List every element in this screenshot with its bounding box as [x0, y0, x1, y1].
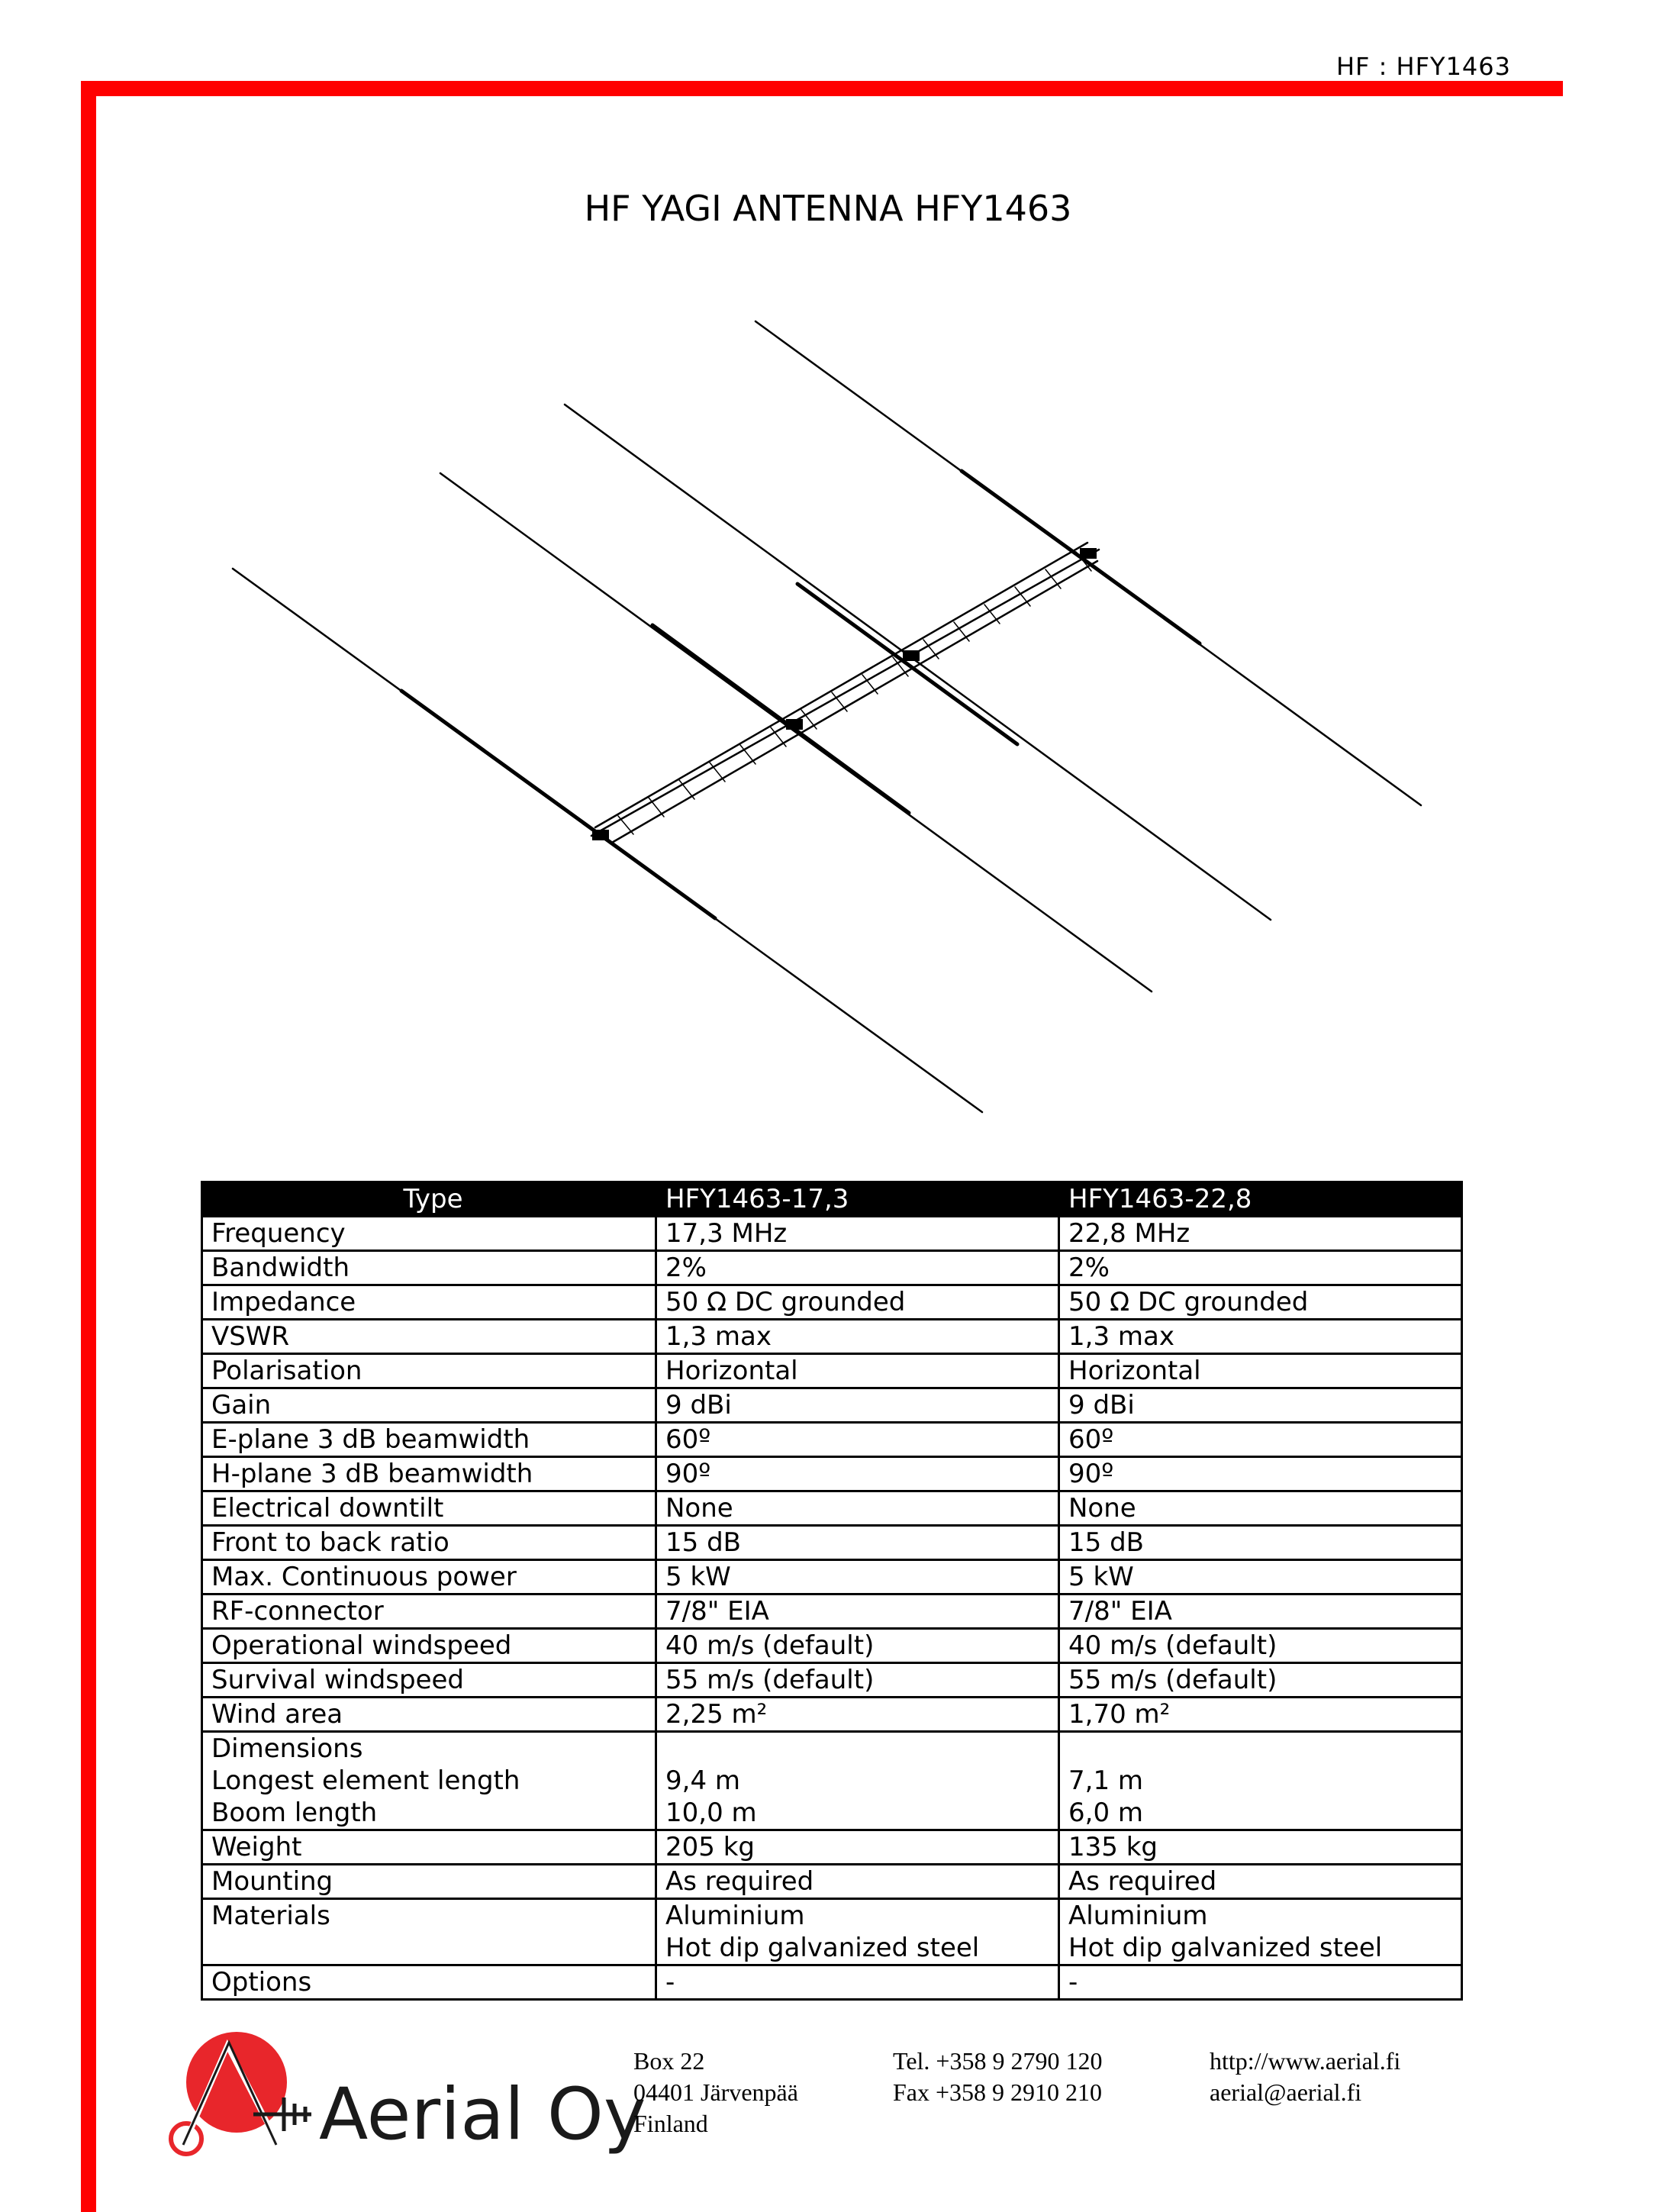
row-value: Horizontal	[1059, 1354, 1462, 1388]
column-header-type: Type	[202, 1182, 656, 1217]
row-value: -	[656, 1965, 1059, 2000]
row-value: None	[1059, 1491, 1462, 1526]
address-line: Box 22	[633, 2047, 705, 2075]
phone-line: Tel. +358 9 2790 120	[893, 2047, 1103, 2075]
table-row	[202, 1663, 1462, 1698]
longest-element-value: 7,1 m	[1068, 1765, 1143, 1796]
row-value: 50 Ω DC grounded	[1059, 1285, 1462, 1320]
table-header-row	[202, 1182, 1462, 1217]
row-label: E-plane 3 dB beamwidth	[202, 1423, 656, 1457]
row-label: Polarisation	[202, 1354, 656, 1388]
footer-web	[1210, 2046, 1400, 2108]
table-row	[202, 1285, 1462, 1320]
table-row	[202, 1629, 1462, 1663]
row-value: 60º	[656, 1423, 1059, 1457]
table-row	[202, 1698, 1462, 1732]
row-label: VSWR	[202, 1320, 656, 1354]
table-row	[202, 1526, 1462, 1560]
row-value: 9 dBi	[656, 1388, 1059, 1423]
row-value: 5 kW	[1059, 1560, 1462, 1595]
boom-length-value: 10,0 m	[665, 1798, 757, 1828]
row-label: Electrical downtilt	[202, 1491, 656, 1526]
material-value: Aluminium	[1068, 1901, 1208, 1931]
row-value: 9 dBi	[1059, 1388, 1462, 1423]
boom-length-value: 6,0 m	[1068, 1798, 1143, 1828]
material-value: Hot dip galvanized steel	[1068, 1933, 1383, 1963]
row-value: None	[656, 1491, 1059, 1526]
row-label	[202, 1732, 656, 1830]
table-row	[202, 1423, 1462, 1457]
row-value: 135 kg	[1059, 1830, 1462, 1865]
row-value: 90º	[656, 1457, 1059, 1491]
dimensions-label: Dimensions	[211, 1733, 363, 1764]
table-row-dimensions	[202, 1732, 1462, 1830]
row-label: Impedance	[202, 1285, 656, 1320]
row-value: 1,3 max	[656, 1320, 1059, 1354]
longest-element-label: Longest element length	[211, 1765, 520, 1796]
row-value: 60º	[1059, 1423, 1462, 1457]
row-value: 1,70 m²	[1059, 1698, 1462, 1732]
document-reference: HF : HFY1463	[1335, 52, 1511, 81]
table-row	[202, 1865, 1462, 1899]
address-line: Finland	[633, 2110, 708, 2137]
red-top-border	[81, 81, 1563, 96]
row-label: Wind area	[202, 1698, 656, 1732]
row-value: 50 Ω DC grounded	[656, 1285, 1059, 1320]
fax-line: Fax +358 9 2910 210	[893, 2078, 1103, 2106]
row-value	[1059, 1732, 1462, 1830]
row-label: H-plane 3 dB beamwidth	[202, 1457, 656, 1491]
row-value: 5 kW	[656, 1560, 1059, 1595]
table-row	[202, 1320, 1462, 1354]
row-label: Frequency	[202, 1217, 656, 1251]
row-value: 15 dB	[1059, 1526, 1462, 1560]
row-value: 17,3 MHz	[656, 1217, 1059, 1251]
longest-element-value: 9,4 m	[665, 1765, 740, 1796]
row-value: Horizontal	[656, 1354, 1059, 1388]
row-value: As required	[1059, 1865, 1462, 1899]
row-value: 7/8" EIA	[1059, 1595, 1462, 1629]
row-value: 90º	[1059, 1457, 1462, 1491]
table-row	[202, 1354, 1462, 1388]
website-link[interactable]: http://www.aerial.fi	[1210, 2047, 1401, 2075]
table-row	[202, 1217, 1462, 1251]
aerial-oy-logo	[169, 2024, 646, 2177]
table-row	[202, 1560, 1462, 1595]
row-value: 22,8 MHz	[1059, 1217, 1462, 1251]
row-value: 40 m/s (default)	[656, 1629, 1059, 1663]
row-value: 55 m/s (default)	[1059, 1663, 1462, 1698]
row-label: Mounting	[202, 1865, 656, 1899]
table-row	[202, 1251, 1462, 1285]
row-value: 55 m/s (default)	[656, 1663, 1059, 1698]
antenna-boom	[591, 543, 1099, 843]
row-label: Front to back ratio	[202, 1526, 656, 1560]
row-label: Gain	[202, 1388, 656, 1423]
row-value: 2%	[1059, 1251, 1462, 1285]
row-value: 7/8" EIA	[656, 1595, 1059, 1629]
table-row	[202, 1388, 1462, 1423]
footer-address	[633, 2046, 798, 2139]
table-row-materials	[202, 1899, 1462, 1965]
row-value	[656, 1732, 1059, 1830]
red-left-border	[81, 81, 96, 2212]
company-name: Aerial Oy	[319, 2073, 646, 2156]
row-value: 15 dB	[656, 1526, 1059, 1560]
row-label: Options	[202, 1965, 656, 2000]
row-value: As required	[656, 1865, 1059, 1899]
row-label: Survival windspeed	[202, 1663, 656, 1698]
table-row	[202, 1965, 1462, 2000]
table-row	[202, 1595, 1462, 1629]
email-link[interactable]: aerial@aerial.fi	[1210, 2078, 1362, 2106]
specification-table	[201, 1181, 1463, 2001]
yagi-antenna-illustration	[221, 309, 1442, 1133]
column-header-model-1: HFY1463-17,3	[656, 1182, 1059, 1217]
row-value: -	[1059, 1965, 1462, 2000]
antenna-element-3	[565, 405, 1271, 920]
table-row	[202, 1491, 1462, 1526]
row-label: Max. Continuous power	[202, 1560, 656, 1595]
row-value	[656, 1899, 1059, 1965]
row-label: Weight	[202, 1830, 656, 1865]
row-value	[1059, 1899, 1462, 1965]
row-label: Operational windspeed	[202, 1629, 656, 1663]
page-title: HF YAGI ANTENNA HFY1463	[584, 188, 1072, 229]
row-value: 2,25 m²	[656, 1698, 1059, 1732]
row-value: 2%	[656, 1251, 1059, 1285]
table-row	[202, 1830, 1462, 1865]
row-value: 40 m/s (default)	[1059, 1629, 1462, 1663]
row-label: Bandwidth	[202, 1251, 656, 1285]
row-label: Materials	[202, 1899, 656, 1965]
row-label: RF-connector	[202, 1595, 656, 1629]
material-value: Aluminium	[665, 1901, 805, 1931]
row-value: 1,3 max	[1059, 1320, 1462, 1354]
footer-phone	[893, 2046, 1102, 2108]
address-line: 04401 Järvenpää	[633, 2078, 798, 2106]
boom-length-label: Boom length	[211, 1798, 378, 1828]
row-value: 205 kg	[656, 1830, 1059, 1865]
column-header-model-2: HFY1463-22,8	[1059, 1182, 1462, 1217]
table-row	[202, 1457, 1462, 1491]
material-value: Hot dip galvanized steel	[665, 1933, 980, 1963]
